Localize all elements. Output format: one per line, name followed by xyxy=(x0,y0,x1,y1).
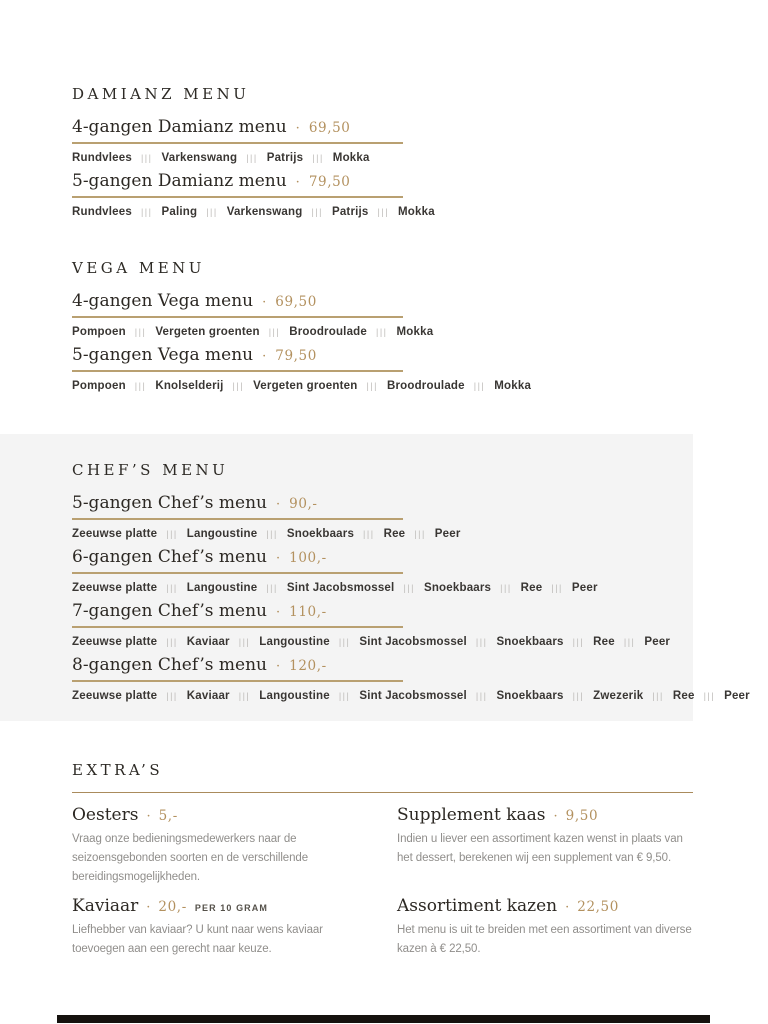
extra-item-name: Assortiment kazen xyxy=(397,896,558,916)
page-bottom-bar xyxy=(57,1015,710,1023)
extra-item-price: 9,50 xyxy=(565,808,599,824)
course-name: Knolselderij xyxy=(155,380,224,392)
course-name: Sint Jacobsmossel xyxy=(359,636,467,648)
course-name: Vergeten groenten xyxy=(253,380,358,392)
course-name: Snoekbaars xyxy=(496,690,564,702)
menu-item-head xyxy=(72,344,531,368)
item-underline xyxy=(72,626,403,628)
menu-item-head xyxy=(72,546,750,570)
extra-item-oesters xyxy=(72,804,368,887)
course-separator: ||| xyxy=(475,691,488,701)
extra-item-name: Oesters xyxy=(72,805,139,825)
section-title-extras: EXTRA’S xyxy=(72,761,164,779)
item-underline xyxy=(72,316,403,318)
menu-item-price: 100,- xyxy=(289,550,327,566)
course-name: Ree xyxy=(520,582,543,594)
course-separator: ||| xyxy=(266,583,278,593)
price-dot: · xyxy=(553,809,558,824)
menu-item-4-gangen-damianz xyxy=(72,116,435,165)
course-separator: ||| xyxy=(403,583,415,593)
course-name: Mokka xyxy=(398,206,435,218)
menu-item-courses xyxy=(72,581,750,595)
course-separator: ||| xyxy=(338,637,351,647)
course-name: Ree xyxy=(383,528,406,540)
menu-item-price: 79,50 xyxy=(275,348,317,364)
extra-item-head xyxy=(72,895,368,919)
course-name: Kaviaar xyxy=(186,636,230,648)
extra-item-assortiment-kazen xyxy=(397,895,693,959)
item-underline xyxy=(72,572,403,574)
menu-item-name: 6-gangen Chef’s menu xyxy=(72,547,267,567)
course-name: Ree xyxy=(593,636,615,648)
course-name: Vergeten groenten xyxy=(155,326,260,338)
menu-item-price: 69,50 xyxy=(275,294,317,310)
course-separator: ||| xyxy=(551,583,563,593)
course-separator: ||| xyxy=(134,381,147,391)
item-underline xyxy=(72,518,403,520)
course-separator: ||| xyxy=(652,691,664,701)
course-name: Zwezerik xyxy=(593,690,644,702)
course-name: Patrijs xyxy=(331,206,369,218)
course-separator: ||| xyxy=(268,327,281,337)
item-underline xyxy=(72,370,403,372)
menu-item-price: 79,50 xyxy=(308,174,351,190)
extra-item-description: Liefhebber van kaviaar? U kunt naar wens kaviaar toevoegen aan een gerecht naar keuze. xyxy=(72,924,323,955)
menu-item-price: 120,- xyxy=(289,658,327,674)
menu-item-name: 4-gangen Damianz menu xyxy=(72,117,287,137)
menu-item-head xyxy=(72,290,531,314)
course-name: Snoekbaars xyxy=(286,528,355,540)
menu-item-courses xyxy=(72,325,531,339)
course-separator: ||| xyxy=(473,381,486,391)
menu-item-name: 5-gangen Vega menu xyxy=(72,345,254,365)
course-separator: ||| xyxy=(366,381,378,391)
course-separator: ||| xyxy=(246,153,258,163)
course-name: Varkenswang xyxy=(226,206,303,218)
course-separator: ||| xyxy=(500,583,512,593)
price-dot: · xyxy=(565,900,570,915)
course-separator: ||| xyxy=(166,529,178,539)
course-name: Ree xyxy=(672,690,695,702)
extra-item-description: Vraag onze bedieningsmedewerkers naar de seizoensgebonden soorten en de verschillende bereidingsmogelijkheden. xyxy=(72,833,308,883)
menu-item-courses xyxy=(72,379,531,393)
course-name: Broodroulade xyxy=(386,380,465,392)
course-separator: ||| xyxy=(376,327,388,337)
item-underline xyxy=(72,680,403,682)
price-dot: · xyxy=(146,809,151,824)
course-separator: ||| xyxy=(363,529,375,539)
extra-item-price: 20,- xyxy=(158,899,187,915)
section-title-vega: VEGA MENU xyxy=(72,259,205,277)
course-separator: ||| xyxy=(166,637,178,647)
course-separator: ||| xyxy=(572,691,585,701)
menu-item-6-gangen-chefs xyxy=(72,546,750,595)
extra-item-kaviaar xyxy=(72,895,368,959)
course-name: Langoustine xyxy=(186,582,258,594)
course-separator: ||| xyxy=(238,637,251,647)
course-separator: ||| xyxy=(623,637,636,647)
course-name: Zeeuwse platte xyxy=(72,690,158,702)
menu-item-4-gangen-vega xyxy=(72,290,531,339)
menu-item-price: 69,50 xyxy=(308,120,351,136)
course-name: Peer xyxy=(434,528,461,540)
price-dot: · xyxy=(146,900,151,915)
menu-item-8-gangen-chefs xyxy=(72,654,750,703)
course-name: Snoekbaars xyxy=(496,636,564,648)
course-name: Snoekbaars xyxy=(423,582,492,594)
course-name: Rundvlees xyxy=(72,152,132,164)
menu-item-7-gangen-chefs xyxy=(72,600,750,649)
course-separator: ||| xyxy=(266,529,278,539)
extra-item-head xyxy=(72,804,368,828)
course-separator: ||| xyxy=(572,637,585,647)
extra-item-price: 5,- xyxy=(158,808,178,824)
price-dot: · xyxy=(276,551,281,566)
course-name: Zeeuwse platte xyxy=(72,636,158,648)
course-separator: ||| xyxy=(232,381,245,391)
course-separator: ||| xyxy=(206,207,218,217)
course-name: Mokka xyxy=(494,380,532,392)
menu-item-name: 5-gangen Chef’s menu xyxy=(72,493,267,513)
course-name: Patrijs xyxy=(266,152,304,164)
course-name: Pompoen xyxy=(72,326,126,338)
extra-item-name: Supplement kaas xyxy=(397,805,546,825)
course-name: Paling xyxy=(161,206,198,218)
section-vega-menu xyxy=(72,260,531,398)
course-separator: ||| xyxy=(703,691,716,701)
price-dot: · xyxy=(262,295,267,310)
course-separator: ||| xyxy=(312,153,324,163)
course-name: Mokka xyxy=(332,152,370,164)
course-name: Peer xyxy=(571,582,598,594)
extras-divider-rule xyxy=(72,792,693,793)
price-dot: · xyxy=(276,497,281,512)
item-underline xyxy=(72,196,403,198)
extra-item-price: 22,50 xyxy=(577,899,619,915)
menu-item-price: 110,- xyxy=(289,604,327,620)
course-name: Langoustine xyxy=(259,636,330,648)
course-name: Peer xyxy=(644,636,671,648)
course-separator: ||| xyxy=(140,207,153,217)
menu-item-head xyxy=(72,116,435,140)
menu-item-head xyxy=(72,492,750,516)
course-name: Langoustine xyxy=(186,528,258,540)
section-extras xyxy=(72,762,693,959)
menu-item-courses xyxy=(72,205,435,219)
section-damianz-menu xyxy=(72,86,435,224)
menu-item-courses xyxy=(72,151,435,165)
course-name: Broodroulade xyxy=(289,326,367,338)
menu-item-courses xyxy=(72,527,750,541)
course-name: Pompoen xyxy=(72,380,126,392)
extra-item-description: Het menu is uit te breiden met een assortiment van diverse kazen à € 22,50. xyxy=(397,924,692,955)
course-separator: ||| xyxy=(338,691,351,701)
extra-item-supplement-kaas xyxy=(397,804,693,887)
course-separator: ||| xyxy=(166,691,178,701)
course-name: Sint Jacobsmossel xyxy=(359,690,467,702)
course-name: Peer xyxy=(724,690,750,702)
course-name: Mokka xyxy=(396,326,434,338)
extra-item-head xyxy=(397,804,693,828)
menu-item-head xyxy=(72,654,750,678)
course-name: Zeeuwse platte xyxy=(72,582,158,594)
menu-item-head xyxy=(72,600,750,624)
menu-item-price: 90,- xyxy=(289,496,318,512)
course-separator: ||| xyxy=(311,207,323,217)
menu-item-5-gangen-damianz xyxy=(72,170,435,219)
menu-item-5-gangen-chefs xyxy=(72,492,750,541)
menu-item-name: 8-gangen Chef’s menu xyxy=(72,655,267,675)
extra-item-unit: PER 10 GRAM xyxy=(194,903,268,913)
course-name: Rundvlees xyxy=(72,206,132,218)
price-dot: · xyxy=(262,349,267,364)
section-title-damianz: DAMIANZ MENU xyxy=(72,85,250,103)
price-dot: · xyxy=(295,175,300,190)
course-separator: ||| xyxy=(414,529,426,539)
item-underline xyxy=(72,142,403,144)
course-separator: ||| xyxy=(134,327,147,337)
course-separator: ||| xyxy=(377,207,390,217)
menu-item-name: 4-gangen Vega menu xyxy=(72,291,254,311)
course-name: Kaviaar xyxy=(186,690,230,702)
course-separator: ||| xyxy=(166,583,178,593)
menu-item-courses xyxy=(72,635,750,649)
course-separator: ||| xyxy=(140,153,153,163)
menu-item-name: 5-gangen Damianz menu xyxy=(72,171,287,191)
price-dot: · xyxy=(276,605,281,620)
course-name: Varkenswang xyxy=(161,152,238,164)
extra-item-description: Indien u liever een assortiment kazen wenst in plaats van het dessert, berekenen wij een supplement van € 9,50. xyxy=(397,833,683,864)
section-title-chefs: CHEF’S MENU xyxy=(72,461,229,479)
course-name: Langoustine xyxy=(259,690,330,702)
menu-item-head xyxy=(72,170,435,194)
course-separator: ||| xyxy=(475,637,488,647)
extras-grid xyxy=(72,804,693,959)
price-dot: · xyxy=(295,121,300,136)
course-name: Zeeuwse platte xyxy=(72,528,158,540)
extra-item-head xyxy=(397,895,693,919)
menu-item-name: 7-gangen Chef’s menu xyxy=(72,601,267,621)
price-dot: · xyxy=(276,659,281,674)
extra-item-name: Kaviaar xyxy=(72,896,139,916)
section-chefs-menu xyxy=(72,462,750,708)
course-name: Sint Jacobsmossel xyxy=(286,582,395,594)
menu-item-courses xyxy=(72,689,750,703)
menu-item-5-gangen-vega xyxy=(72,344,531,393)
course-separator: ||| xyxy=(238,691,251,701)
